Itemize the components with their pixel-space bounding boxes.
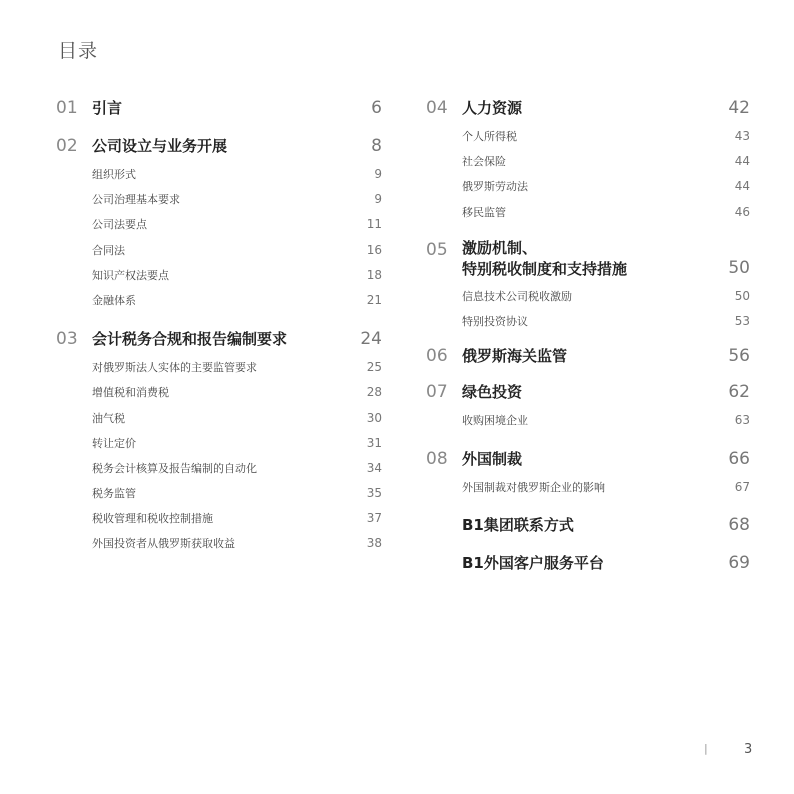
- subsection-label: 税务会计核算及报告编制的自动化: [92, 461, 257, 475]
- subsection-page-number: 46: [734, 204, 750, 219]
- section-number: 02: [56, 136, 78, 156]
- subsection-label: 社会保险: [462, 155, 506, 169]
- section-title-line: B1外国客户服务平台: [462, 553, 604, 572]
- section-number: 05: [426, 239, 448, 260]
- toc-right-column: [426, 96, 750, 575]
- section-title: [462, 551, 710, 575]
- page-number: 3: [744, 742, 753, 757]
- toc-subsection-list: [462, 408, 750, 433]
- section-page-number: 50: [728, 257, 750, 278]
- toc-subsection-item[interactable]: [462, 124, 750, 149]
- subsection-label: 税务监管: [92, 487, 136, 501]
- toc-subsection-item[interactable]: [92, 263, 382, 288]
- toc-section-heading[interactable]: [426, 96, 750, 120]
- subsection-label: 外国投资者从俄罗斯获取收益: [92, 537, 235, 551]
- subsection-label: 税收管理和税收控制措施: [92, 512, 213, 526]
- toc-section: [426, 238, 750, 334]
- toc-subsection-item[interactable]: [462, 200, 750, 225]
- toc-subsection-item[interactable]: [462, 475, 750, 500]
- toc-subsection-item[interactable]: [462, 408, 750, 433]
- section-title-line: 俄罗斯海关监管: [462, 347, 568, 366]
- toc-section: [426, 447, 750, 500]
- toc-section-heading[interactable]: [426, 447, 750, 471]
- section-number: 06: [426, 346, 448, 367]
- section-title: [92, 134, 342, 158]
- subsection-label: 增值税和消费税: [92, 386, 169, 400]
- toc-subsection-item[interactable]: [462, 174, 750, 199]
- toc-subsection-item[interactable]: [92, 481, 382, 506]
- section-number: 01: [56, 98, 78, 118]
- section-title-line: 公司设立与业务开展: [92, 137, 228, 155]
- toc-section: [426, 344, 750, 368]
- section-number: 04: [426, 98, 448, 118]
- section-title: [462, 447, 710, 471]
- toc-subsection-list: [462, 475, 750, 500]
- section-page-number: 68: [728, 514, 750, 535]
- toc-subsection-item[interactable]: [92, 380, 382, 405]
- section-title: [462, 96, 710, 120]
- toc-subsection-item[interactable]: [92, 212, 382, 237]
- toc-section: [426, 551, 750, 575]
- section-page-number: 69: [728, 552, 750, 573]
- toc-subsection-item[interactable]: [92, 288, 382, 313]
- subsection-page-number: 53: [734, 313, 750, 328]
- toc-subsection-item[interactable]: [92, 238, 382, 263]
- section-title: [462, 380, 710, 404]
- subsection-page-number: 25: [366, 360, 382, 375]
- toc-section: [56, 134, 382, 313]
- subsection-page-number: 43: [734, 129, 750, 143]
- toc-section-heading[interactable]: [426, 380, 750, 404]
- subsection-page-number: 44: [734, 154, 750, 169]
- toc-subsection-list: [462, 284, 750, 334]
- section-page-number: 6: [371, 98, 382, 118]
- section-page-number: 42: [728, 98, 750, 118]
- section-title: [462, 344, 710, 368]
- subsection-label: 油气税: [92, 411, 125, 425]
- subsection-page-number: 16: [366, 242, 382, 257]
- toc-section-heading[interactable]: [426, 551, 750, 575]
- section-title-line: 人力资源: [462, 99, 523, 117]
- subsection-label: 信息技术公司税收激励: [462, 289, 572, 303]
- section-title-line: 外国制裁: [462, 450, 523, 469]
- toc-subsection-item[interactable]: [92, 187, 382, 212]
- subsection-page-number: 9: [374, 167, 382, 181]
- toc-subsection-item[interactable]: [92, 431, 382, 456]
- section-title: [92, 327, 342, 351]
- subsection-label: 合同法: [92, 243, 125, 257]
- toc-section: [426, 380, 750, 433]
- subsection-page-number: 63: [734, 413, 750, 428]
- toc-subsection-item[interactable]: [462, 149, 750, 174]
- subsection-page-number: 30: [366, 410, 382, 425]
- toc-left-column: [56, 96, 382, 557]
- toc-subsection-item[interactable]: [462, 309, 750, 334]
- toc-section-heading[interactable]: [426, 344, 750, 368]
- subsection-label: 外国制裁对俄罗斯企业的影响: [462, 481, 605, 495]
- subsection-page-number: 50: [734, 288, 750, 303]
- toc-subsection-list: [462, 124, 750, 225]
- section-number: 03: [56, 329, 78, 350]
- toc-section-heading[interactable]: [426, 238, 750, 280]
- toc-section-heading[interactable]: [56, 327, 382, 351]
- toc-subsection-item[interactable]: [92, 406, 382, 431]
- section-title-line: B1集团联系方式: [462, 515, 574, 534]
- page-title: 目录: [58, 40, 99, 62]
- subsection-page-number: 11: [366, 217, 382, 232]
- section-title-line: 会计税务合规和报告编制要求: [92, 330, 288, 349]
- section-title-line: 激励机制、: [462, 238, 538, 257]
- subsection-label: 知识产权法要点: [92, 268, 169, 282]
- subsection-page-number: 67: [734, 480, 750, 495]
- subsection-label: 收购困境企业: [462, 414, 528, 428]
- section-page-number: 62: [728, 382, 750, 403]
- section-title-line: 引言: [92, 99, 123, 117]
- toc-section-heading[interactable]: [56, 96, 382, 120]
- subsection-label: 组织形式: [92, 168, 136, 181]
- toc-subsection-item[interactable]: [92, 355, 382, 380]
- toc-subsection-item[interactable]: [92, 456, 382, 481]
- subsection-label: 特别投资协议: [462, 314, 528, 328]
- subsection-label: 个人所得税: [462, 130, 517, 143]
- subsection-page-number: 21: [366, 292, 382, 307]
- section-title: [92, 96, 342, 120]
- subsection-label: 金融体系: [92, 293, 136, 307]
- subsection-label: 公司治理基本要求: [92, 193, 180, 207]
- toc-section-heading[interactable]: [56, 134, 382, 158]
- toc-subsection-item[interactable]: [462, 284, 750, 309]
- subsection-page-number: 34: [366, 460, 382, 475]
- toc-section: [426, 96, 750, 225]
- section-page-number: 24: [360, 329, 382, 350]
- toc-subsection-list: [92, 162, 382, 313]
- section-page-number: 56: [728, 346, 750, 367]
- section-page-number: 66: [728, 449, 750, 470]
- subsection-label: 转让定价: [92, 436, 136, 450]
- toc-section-heading[interactable]: [426, 513, 750, 537]
- subsection-label: 移民监管: [462, 205, 506, 219]
- subsection-page-number: 35: [366, 486, 382, 501]
- subsection-page-number: 28: [366, 385, 382, 400]
- toc-subsection-item[interactable]: [92, 162, 382, 187]
- toc-subsection-list: [92, 355, 382, 557]
- subsection-page-number: 38: [366, 536, 382, 551]
- subsection-page-number: 31: [366, 435, 382, 450]
- toc-subsection-item[interactable]: [92, 506, 382, 531]
- subsection-label: 公司法要点: [92, 218, 147, 232]
- toc-subsection-item[interactable]: [92, 531, 382, 556]
- section-number: 08: [426, 449, 448, 470]
- section-number: 07: [426, 382, 448, 403]
- subsection-page-number: 9: [374, 192, 382, 207]
- toc-section: [426, 513, 750, 537]
- subsection-page-number: 37: [366, 511, 382, 526]
- section-title-line: 绿色投资: [462, 383, 523, 402]
- subsection-page-number: 44: [734, 179, 750, 194]
- footer-mark: |: [704, 742, 708, 755]
- section-title: [462, 513, 710, 537]
- section-title: [462, 238, 710, 280]
- toc-section: [56, 96, 382, 120]
- subsection-label: 俄罗斯劳动法: [462, 180, 528, 194]
- section-title-line: 特别税收制度和支持措施: [462, 259, 628, 278]
- subsection-page-number: 18: [366, 267, 382, 282]
- toc-section: [56, 327, 382, 557]
- subsection-label: 对俄罗斯法人实体的主要监管要求: [92, 361, 257, 375]
- section-page-number: 8: [371, 136, 382, 156]
